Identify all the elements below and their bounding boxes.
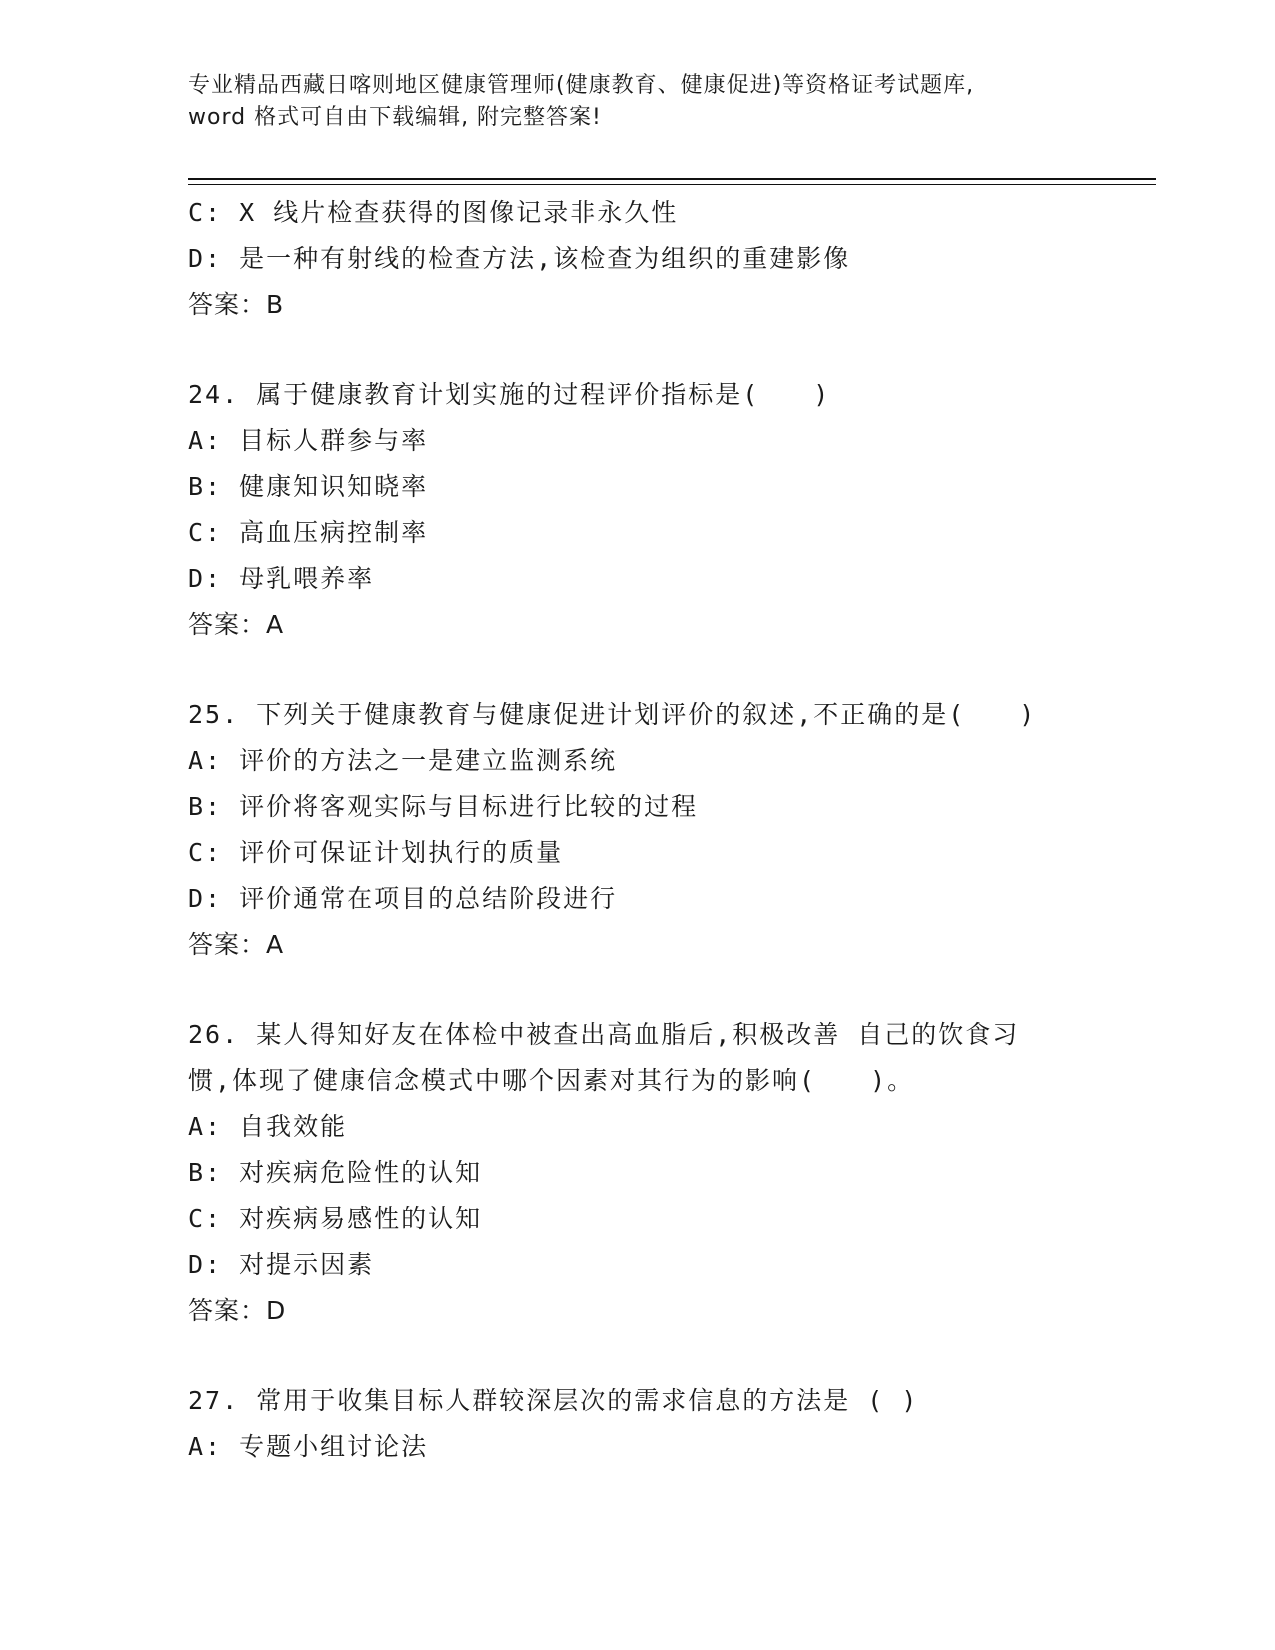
option-d: D: 评价通常在项目的总结阶段进行	[188, 884, 618, 913]
header-divider-thin	[188, 184, 1156, 185]
header-line-2: word 格式可自由下载编辑, 附完整答案!	[188, 105, 602, 130]
option-c: C: X 线片检查获得的图像记录非永久性	[188, 198, 679, 227]
question-text: 25. 下列关于健康教育与健康促进计划评价的叙述,不正确的是( )	[188, 700, 1037, 729]
document-header	[188, 70, 1088, 134]
option-c: C: 高血压病控制率	[188, 518, 429, 547]
question-25	[188, 692, 1088, 968]
option-d: D: 对提示因素	[188, 1250, 375, 1279]
option-d: D: 是一种有射线的检查方法,该检查为组织的重建影像	[188, 244, 851, 273]
option-b: B: 对疾病危险性的认知	[188, 1158, 483, 1187]
header-divider	[188, 178, 1156, 180]
question-23-tail	[188, 190, 1088, 328]
answer: 答案：B	[188, 290, 285, 319]
option-c: C: 评价可保证计划执行的质量	[188, 838, 564, 867]
option-d: D: 母乳喂养率	[188, 564, 375, 593]
option-a: A: 目标人群参与率	[188, 426, 429, 455]
answer: 答案：A	[188, 610, 285, 639]
option-b: B: 健康知识知晓率	[188, 472, 429, 501]
answer: 答案：A	[188, 930, 285, 959]
question-27	[188, 1378, 1088, 1470]
option-a: A: 自我效能	[188, 1112, 348, 1141]
question-text-line-1: 26. 某人得知好友在体检中被查出高血脂后,积极改善 自己的饮食习	[188, 1020, 1020, 1049]
option-c: C: 对疾病易感性的认知	[188, 1204, 483, 1233]
header-line-1: 专业精品西藏日喀则地区健康管理师(健康教育、健康促进)等资格证考试题库,	[188, 73, 975, 98]
option-a: A: 专题小组讨论法	[188, 1432, 429, 1461]
question-list	[188, 190, 1088, 1470]
question-text: 24. 属于健康教育计划实施的过程评价指标是( )	[188, 380, 831, 409]
answer: 答案：D	[188, 1296, 287, 1325]
question-text: 27. 常用于收集目标人群较深层次的需求信息的方法是 ( )	[188, 1386, 919, 1415]
question-24	[188, 372, 1088, 648]
option-b: B: 评价将客观实际与目标进行比较的过程	[188, 792, 699, 821]
question-26	[188, 1012, 1088, 1334]
question-text-line-2: 惯,体现了健康信念模式中哪个因素对其行为的影响( )。	[188, 1066, 915, 1095]
option-a: A: 评价的方法之一是建立监测系统	[188, 746, 618, 775]
